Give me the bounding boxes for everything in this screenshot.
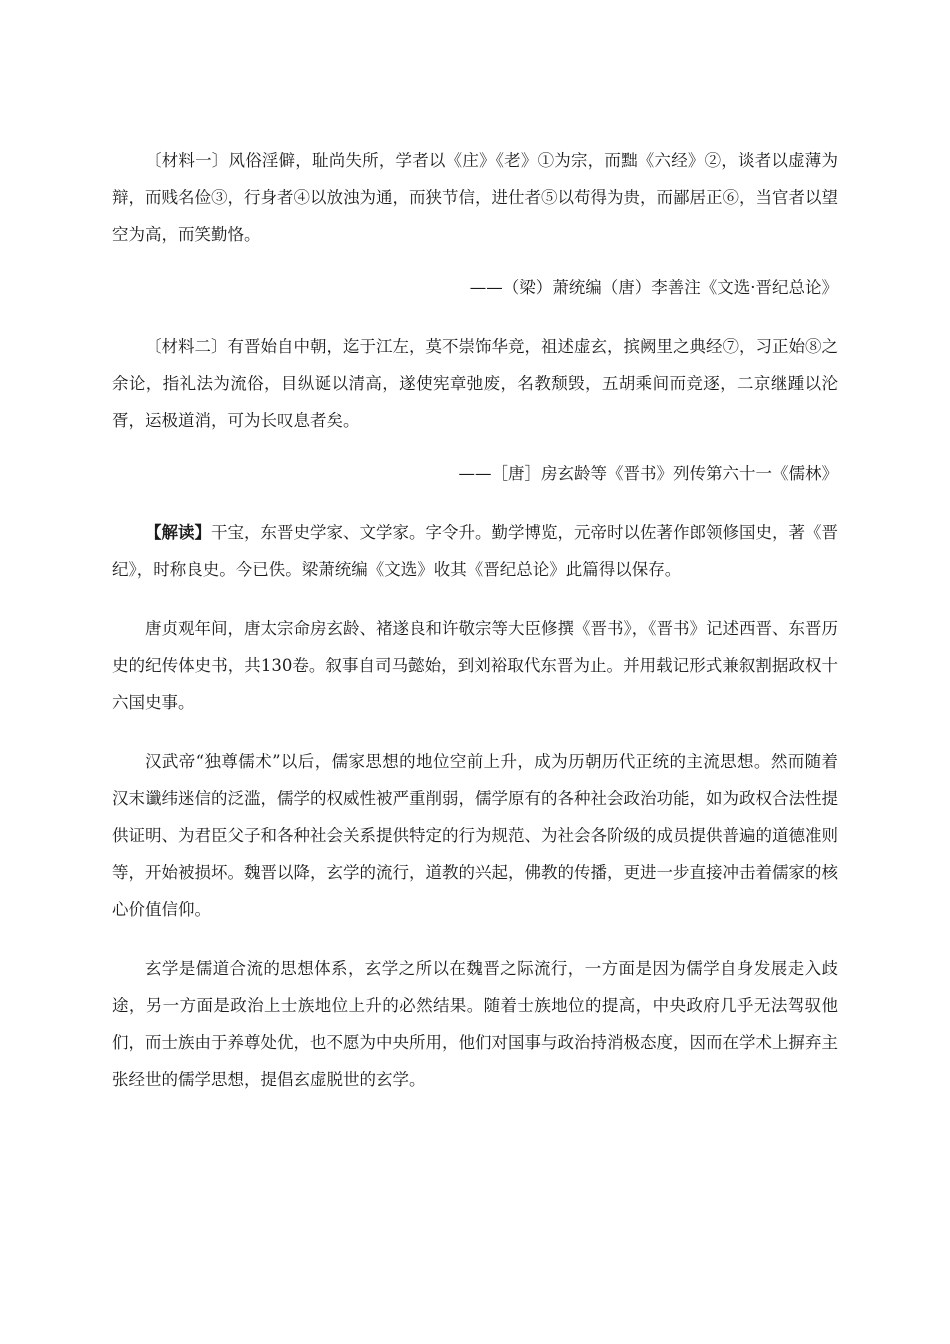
- commentary-text-1: 干宝，东晋史学家、文学家。字令升。勤学博览，元帝时以佐著作郎领修国史，著《晋纪》，时称良史。今已佚。梁萧统编《文选》收其《晋纪总论》此篇得以保存。: [112, 523, 838, 579]
- commentary-paragraph-2: 唐贞观年间，唐太宗命房玄龄、褚遂良和许敬宗等大臣修撰《晋书》，《晋书》记述西晋、东晋历史的纪传体史书，共130卷。叙事自司马懿始，到刘裕取代东晋为止。并用载记形式兼叙割据政权十六国史事。: [112, 619, 838, 712]
- commentary-paragraph-4: 玄学是儒道合流的思想体系，玄学之所以在魏晋之际流行，一方面是因为儒学自身发展走入歧途，另一方面是政治上士族地位上升的必然结果。随着士族地位的提高，中央政府几乎无法驾驭他们，而士族由于养尊处优，也不愿为中央所用，他们对国事与政治持消极态度，因而在学术上摒弃主张经世的儒学思想，提倡玄虚脱世的玄学。: [112, 959, 838, 1089]
- material-two-source: ——［唐］房玄龄等《晋书》列传第六十一《儒林》: [458, 464, 838, 483]
- material-one-source: ——（梁）萧统编（唐）李善注《文选·晋纪总论》: [469, 278, 838, 297]
- commentary-paragraph-1: [112, 514, 838, 588]
- material-two-paragraph: 〔材料二〕有晋始自中朝，迄于江左，莫不崇饰华竞，祖述虚玄，摈阙里之典经⑦，习正始⑧之余论，指礼法为流俗，目纵诞以清高，遂使宪章弛废，名教颓毁，五胡乘间而竞逐，二京继踵以沦胥，运极道消，可为长叹息者矣。: [112, 337, 838, 430]
- material-one-paragraph: 〔材料一〕风俗淫僻，耻尚失所，学者以《庄》《老》①为宗，而黜《六经》②，谈者以虚薄为辩，而贱名俭③，行身者④以放浊为通，而狭节信，进仕者⑤以苟得为贵，而鄙居正⑥，当官者以望空为高，而笑勤恪。: [112, 151, 838, 244]
- document-page: [112, 142, 838, 1098]
- commentary-label: 【解读】: [145, 523, 211, 542]
- commentary-paragraph-3: 汉武帝“独尊儒术”以后，儒家思想的地位空前上升，成为历朝历代正统的主流思想。然而随着汉末谶纬迷信的泛滥，儒学的权威性被严重削弱，儒学原有的各种社会政治功能，如为政权合法性提供证明、为君臣父子和各种社会关系提供特定的行为规范、为社会各阶级的成员提供普遍的道德准则等，开始被损坏。魏晋以降，玄学的流行，道教的兴起，佛教的传播，更进一步直接冲击着儒家的核心价值信仰。: [112, 752, 838, 919]
